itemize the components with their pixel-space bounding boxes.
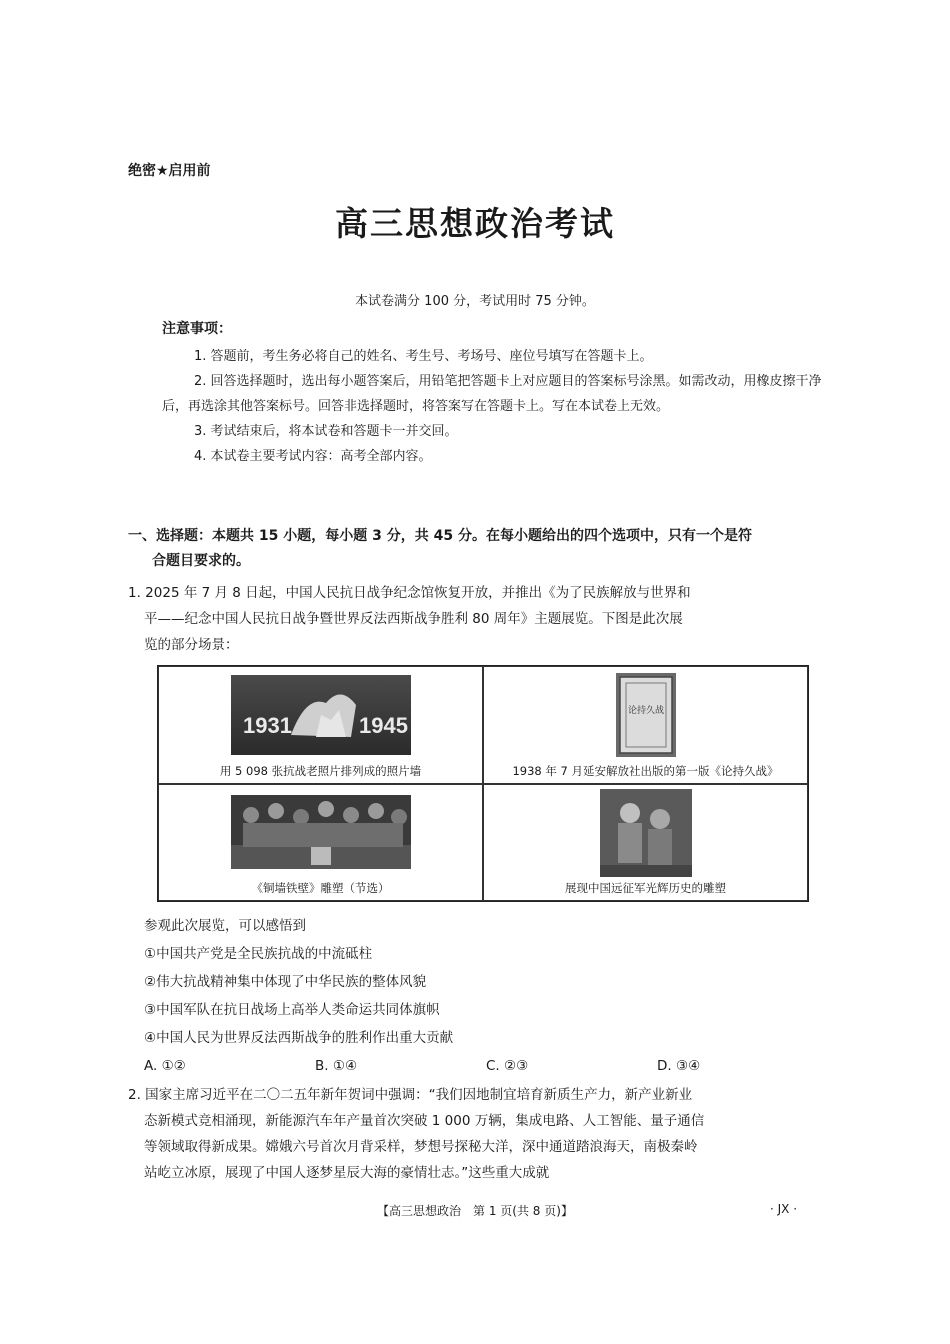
caption-expedition: 展现中国远征军光辉历史的雕塑 — [565, 881, 726, 895]
section-heading-line: 合题目要求的。 — [152, 553, 250, 569]
question-2-text — [128, 1082, 828, 1186]
q1-option: ④中国人民为世界反法西斯战争的胜利作出重大贡献 — [144, 1030, 454, 1046]
choice-a: A. ①② — [144, 1058, 186, 1074]
secret-label: 绝密★启用前 — [128, 163, 211, 179]
q2-line: 态新模式竞相涌现，新能源汽车年产量首次突破 1 000 万辆，集成电路、人工智能、量子通信 — [144, 1113, 705, 1129]
exhibition-photo-grid — [157, 665, 809, 902]
q1-line: 览的部分场景： — [144, 637, 239, 653]
photo-wall-image — [231, 675, 411, 755]
q1-line: 1. 2025 年 7 月 8 日起，中国人民抗日战争纪念馆恢复开放，并推出《为了民族解放与世界和 — [128, 585, 691, 601]
expedition-image — [600, 789, 692, 877]
book-image — [616, 673, 676, 757]
question-1-options — [128, 912, 828, 1080]
section-heading — [128, 524, 828, 574]
caption-sculpture: 《铜墙铁壁》雕塑（节选） — [251, 881, 390, 895]
q1-line: 平——纪念中国人民抗日战争暨世界反法西斯战争胜利 80 周年》主题展览。下图是此次展 — [144, 611, 683, 627]
photo-cell-wall — [158, 666, 483, 784]
q2-line: 站屹立冰原，展现了中国人逐梦星辰大海的豪情壮志。”这些重大成就 — [144, 1165, 550, 1181]
photo-cell-expedition — [483, 784, 808, 902]
question-1-text — [128, 580, 828, 658]
note-item: 1. 答题前，考生务必将自己的姓名、考生号、考场号、座位号填写在答题卡上。 — [194, 349, 653, 364]
note-item: 3. 考试结束后，将本试卷和答题卡一并交回。 — [194, 424, 458, 439]
footer-code: · JX · — [770, 1202, 798, 1216]
photo-cell-book — [483, 666, 808, 784]
book-title-text: 论持久战 — [627, 706, 665, 716]
q2-line: 等领域取得新成果。嫦娥六号首次月背采样，梦想号探秘大洋，深中通道踏浪海天，南极秦岭 — [144, 1139, 698, 1155]
q1-option: ②伟大抗战精神集中体现了中华民族的整体风貌 — [144, 974, 427, 990]
note-item: 2. 回答选择题时，选出每小题答案后，用铅笔把答题卡上对应题目的答案标号涂黑。如需改动，用橡皮擦干净后，再选涂其他答案标号。回答非选择题时，将答案写在答题卡上。写在本试卷上无效。 — [162, 374, 822, 414]
q2-line: 2. 国家主席习近平在二〇二五年新年贺词中强调：“我们因地制宜培育新质生产力，新产业新业 — [128, 1087, 693, 1103]
notes-list — [162, 344, 822, 469]
choice-d: D. ③④ — [657, 1058, 701, 1074]
choice-b: B. ①④ — [315, 1058, 358, 1074]
q1-choices — [128, 1052, 828, 1080]
photo-cell-sculpture — [158, 784, 483, 902]
exam-subtitle: 本试卷满分 100 分，考试用时 75 分钟。 — [355, 294, 595, 309]
page-footer: 【高三思想政治 第 1 页(共 8 页)】 — [377, 1204, 573, 1218]
note-item: 4. 本试卷主要考试内容：高考全部内容。 — [194, 449, 432, 464]
notes-heading: 注意事项： — [162, 321, 232, 337]
q1-option: ①中国共产党是全民族抗战的中流砥柱 — [144, 946, 373, 962]
photo-year-start: 1931 — [243, 713, 292, 738]
page-title: 高三思想政治考试 — [335, 204, 615, 243]
caption-book: 1938 年 7 月延安解放社出版的第一版《论持久战》 — [512, 763, 779, 778]
choice-c: C. ②③ — [486, 1058, 529, 1074]
photo-year-end: 1945 — [359, 713, 408, 738]
sculpture-image — [231, 795, 411, 869]
q1-option: ③中国军队在抗日战场上高举人类命运共同体旗帜 — [144, 1002, 440, 1018]
section-heading-line: 一、选择题：本题共 15 小题，每小题 3 分，共 45 分。在每小题给出的四个选项中，只有一个是符 — [128, 528, 752, 544]
q1-stem: 参观此次展览，可以感悟到 — [144, 918, 306, 934]
caption-wall: 用 5 098 张抗战老照片排列成的照片墙 — [219, 763, 422, 778]
